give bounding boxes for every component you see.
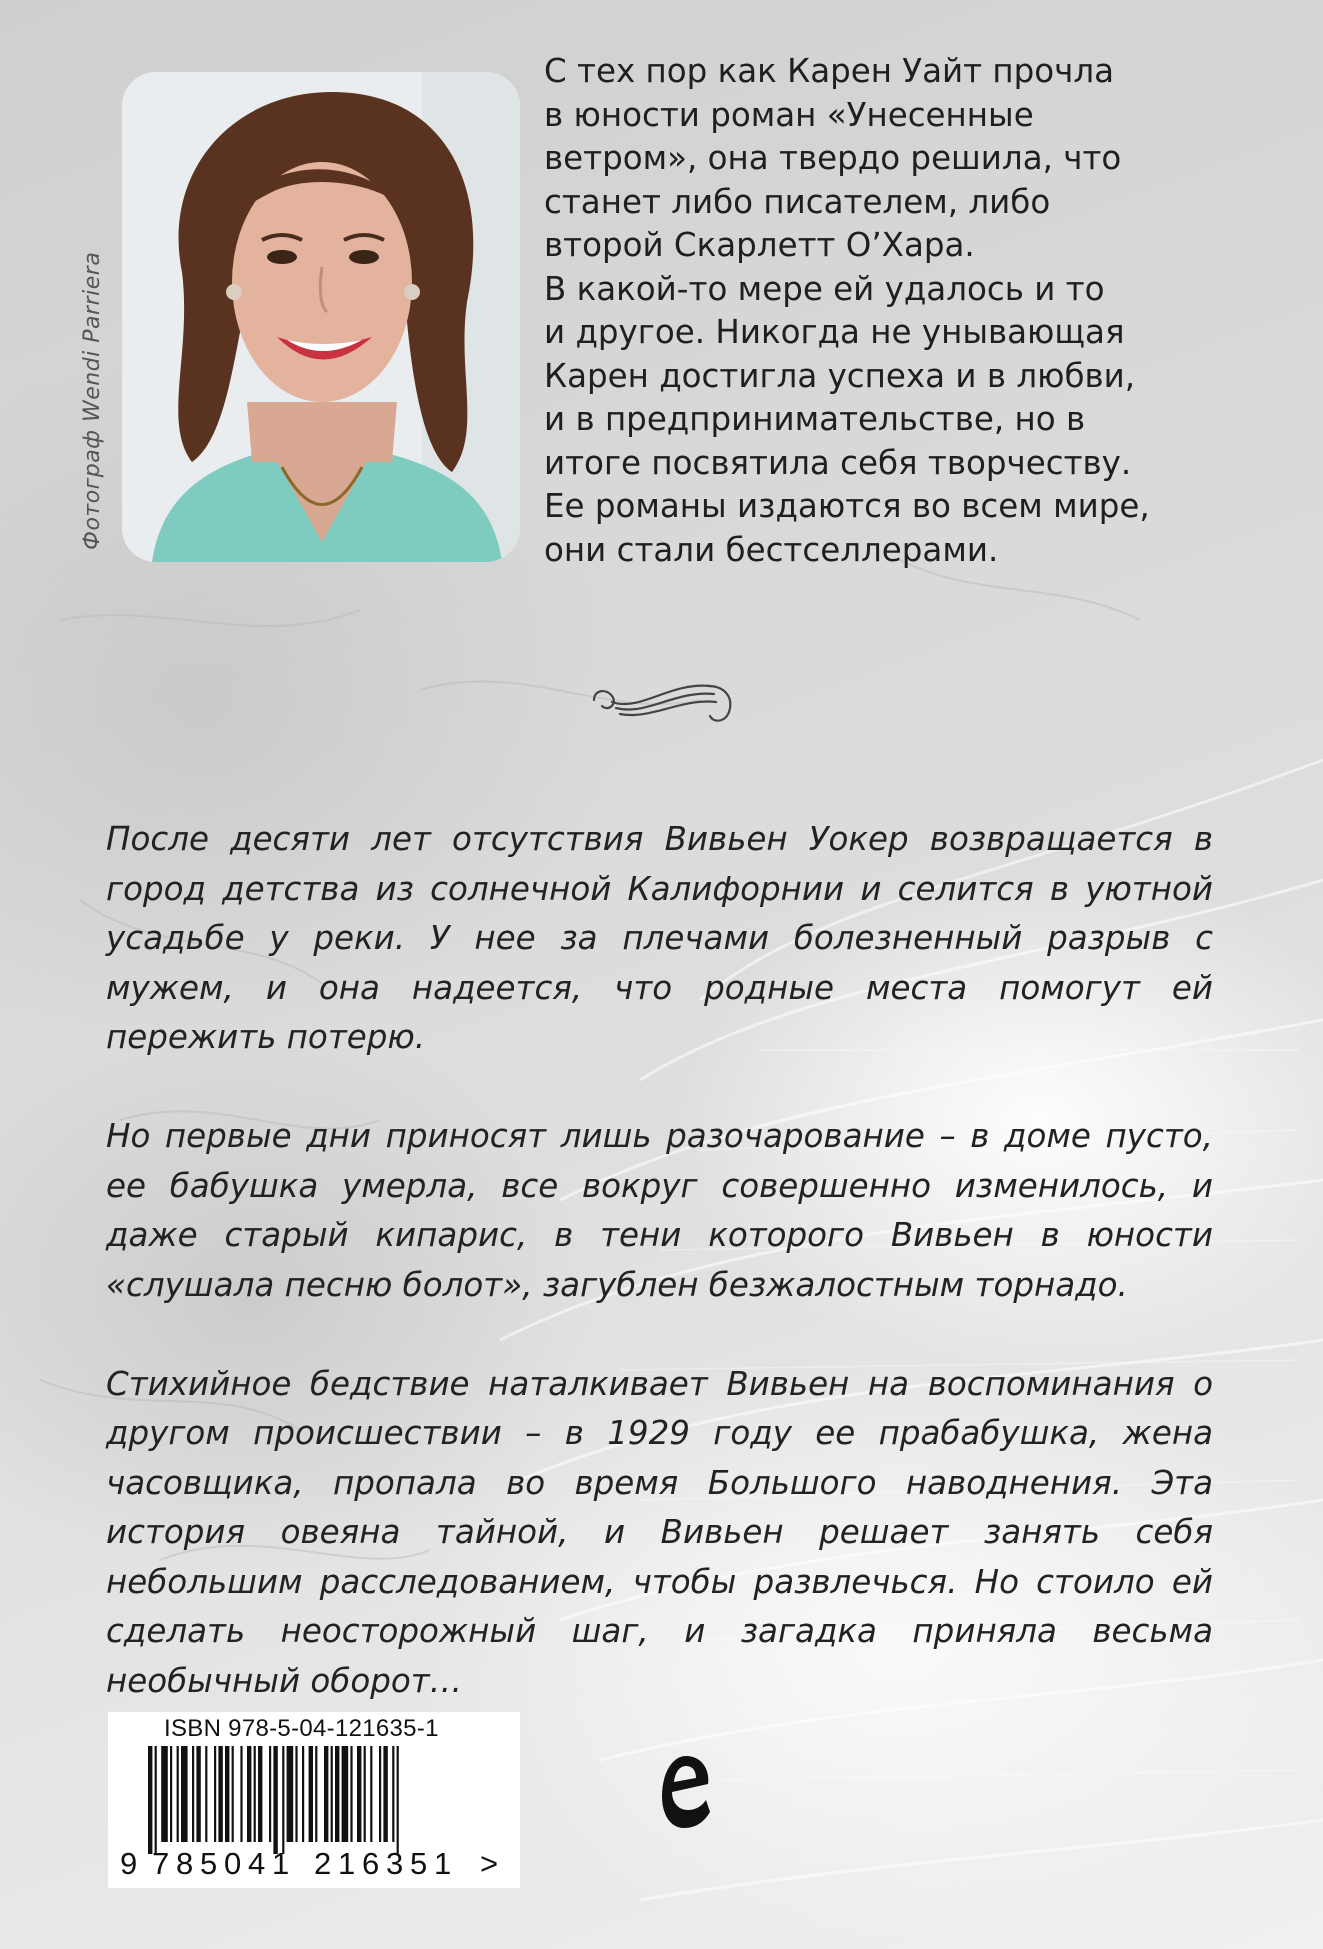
barcode-bar [192,1746,194,1842]
bio-line: они стали бестселлерами. [544,530,999,569]
barcode-digit: 5 [200,1846,218,1881]
bio-line: и другое. Никогда не унывающая [544,313,1125,351]
author-bio [544,50,1244,572]
bio-line: В какой-то мере ей удалось и то [544,269,1105,308]
barcode-digit-first: 9 [120,1846,138,1881]
barcode-digit: 7 [152,1846,170,1881]
barcode-bar [240,1746,242,1842]
barcode-bar [370,1746,372,1842]
book-annotation [106,815,1213,1706]
barcode-bar [247,1746,251,1842]
barcode-digit: 1 [338,1846,356,1881]
bio-line: и в предпринимательстве, но в [544,400,1086,438]
barcode-bar [273,1746,277,1854]
barcode-bar [282,1746,284,1854]
barcode-digit: 4 [248,1846,266,1881]
isbn-label: ISBN 978-5-04-121635-1 [164,1715,439,1742]
barcode-bar [302,1746,304,1842]
barcode-bar [335,1746,339,1842]
barcode-digit: 2 [314,1846,332,1881]
barcode-bar [258,1746,262,1842]
barcode-bar [232,1746,234,1842]
bio-line: итоге посвятила себя творчеству. [544,443,1132,482]
bio-line: второй Скарлетт О’Хара. [544,226,975,264]
barcode-bar [379,1746,381,1842]
barcode-bar [309,1746,313,1842]
barcode-bar [161,1746,168,1842]
barcode-bar [170,1746,172,1842]
barcode-digit: 3 [386,1846,404,1881]
barcode-bar [196,1746,200,1842]
barcode-bar [214,1746,216,1842]
author-photo [122,72,520,562]
bio-line: Ее романы издаются во всем мире, [544,487,1150,525]
isbn-barcode [108,1712,520,1888]
barcode-bar [225,1746,229,1842]
bio-line: станет либо писателем, либо [544,182,1051,221]
barcode-bar [397,1746,399,1854]
barcode-bar [364,1746,366,1842]
bio-line: С тех пор как Карен Уайт прочла [544,52,1115,90]
barcode-bar [342,1746,349,1842]
annotation-paragraph: Стихийное бедствие наталкивает Вивьен на воспоминания о другом происшествии – в 1929 году ее прабабушка, жена часовщика, пропала во время Большого наводнения. Эта история овеяна тайной, и Вивьен решает занять себя небольшим расследованием, чтобы развлечься. Но стоило ей сделать неосторожный шаг, и загадка приняла весьма необычный оборот… [106,1364,1213,1700]
barcode-digit: 1 [272,1846,290,1881]
barcode-digit: 8 [176,1846,194,1881]
barcode-quiet-zone-mark: > [480,1846,499,1881]
barcode-bar [181,1746,188,1842]
barcode-bar [148,1746,152,1854]
barcode-bar [287,1746,294,1842]
barcode-digit: 1 [434,1846,452,1881]
bio-line: в юности роман «Унесенные [544,95,1034,134]
eksmo-logo-icon [660,1752,712,1836]
barcode-bar [254,1746,256,1842]
barcode-digit: 6 [362,1846,380,1881]
barcode-bar [269,1746,271,1842]
flourish-divider-icon [590,672,734,732]
barcode-bar [331,1746,333,1842]
annotation-paragraph: После десяти лет отсутствия Вивьен Уокер возвращается в город детства из солнечной Калифорнии и селится в уютной усадьбе у реки. У нее за плечами болезненный разрыв с мужем, и она надеется, что родные места помогут ей пережить потерю. [106,820,1213,1056]
barcode-bar [177,1746,179,1842]
barcode-bar [205,1746,207,1842]
bio-line: Карен достигла успеха и в любви, [544,356,1136,395]
barcode-bar [218,1746,222,1842]
bio-line: ветром», она твердо решила, что [544,139,1122,177]
annotation-paragraph: Но первые дни приносят лишь разочарование – в доме пусто, ее бабушка умерла, все вокруг совершенно изменилось, и даже старый кипарис, в тени которого Вивьен в юности «слушала песню болот», загублен безжалостным торнадо. [106,1117,1213,1304]
barcode-bar [155,1746,157,1854]
barcode-digit: 5 [410,1846,428,1881]
barcode-bar [324,1746,328,1842]
barcode-bar [350,1746,352,1842]
barcode-bar [392,1746,394,1842]
barcode-digit: 0 [224,1846,242,1881]
barcode-bar [315,1746,317,1842]
barcode-bar [357,1746,361,1842]
photo-credit: Фотограф Wendi Parriera [80,251,105,550]
barcode-bar [295,1746,297,1842]
barcode-bar [383,1746,387,1842]
